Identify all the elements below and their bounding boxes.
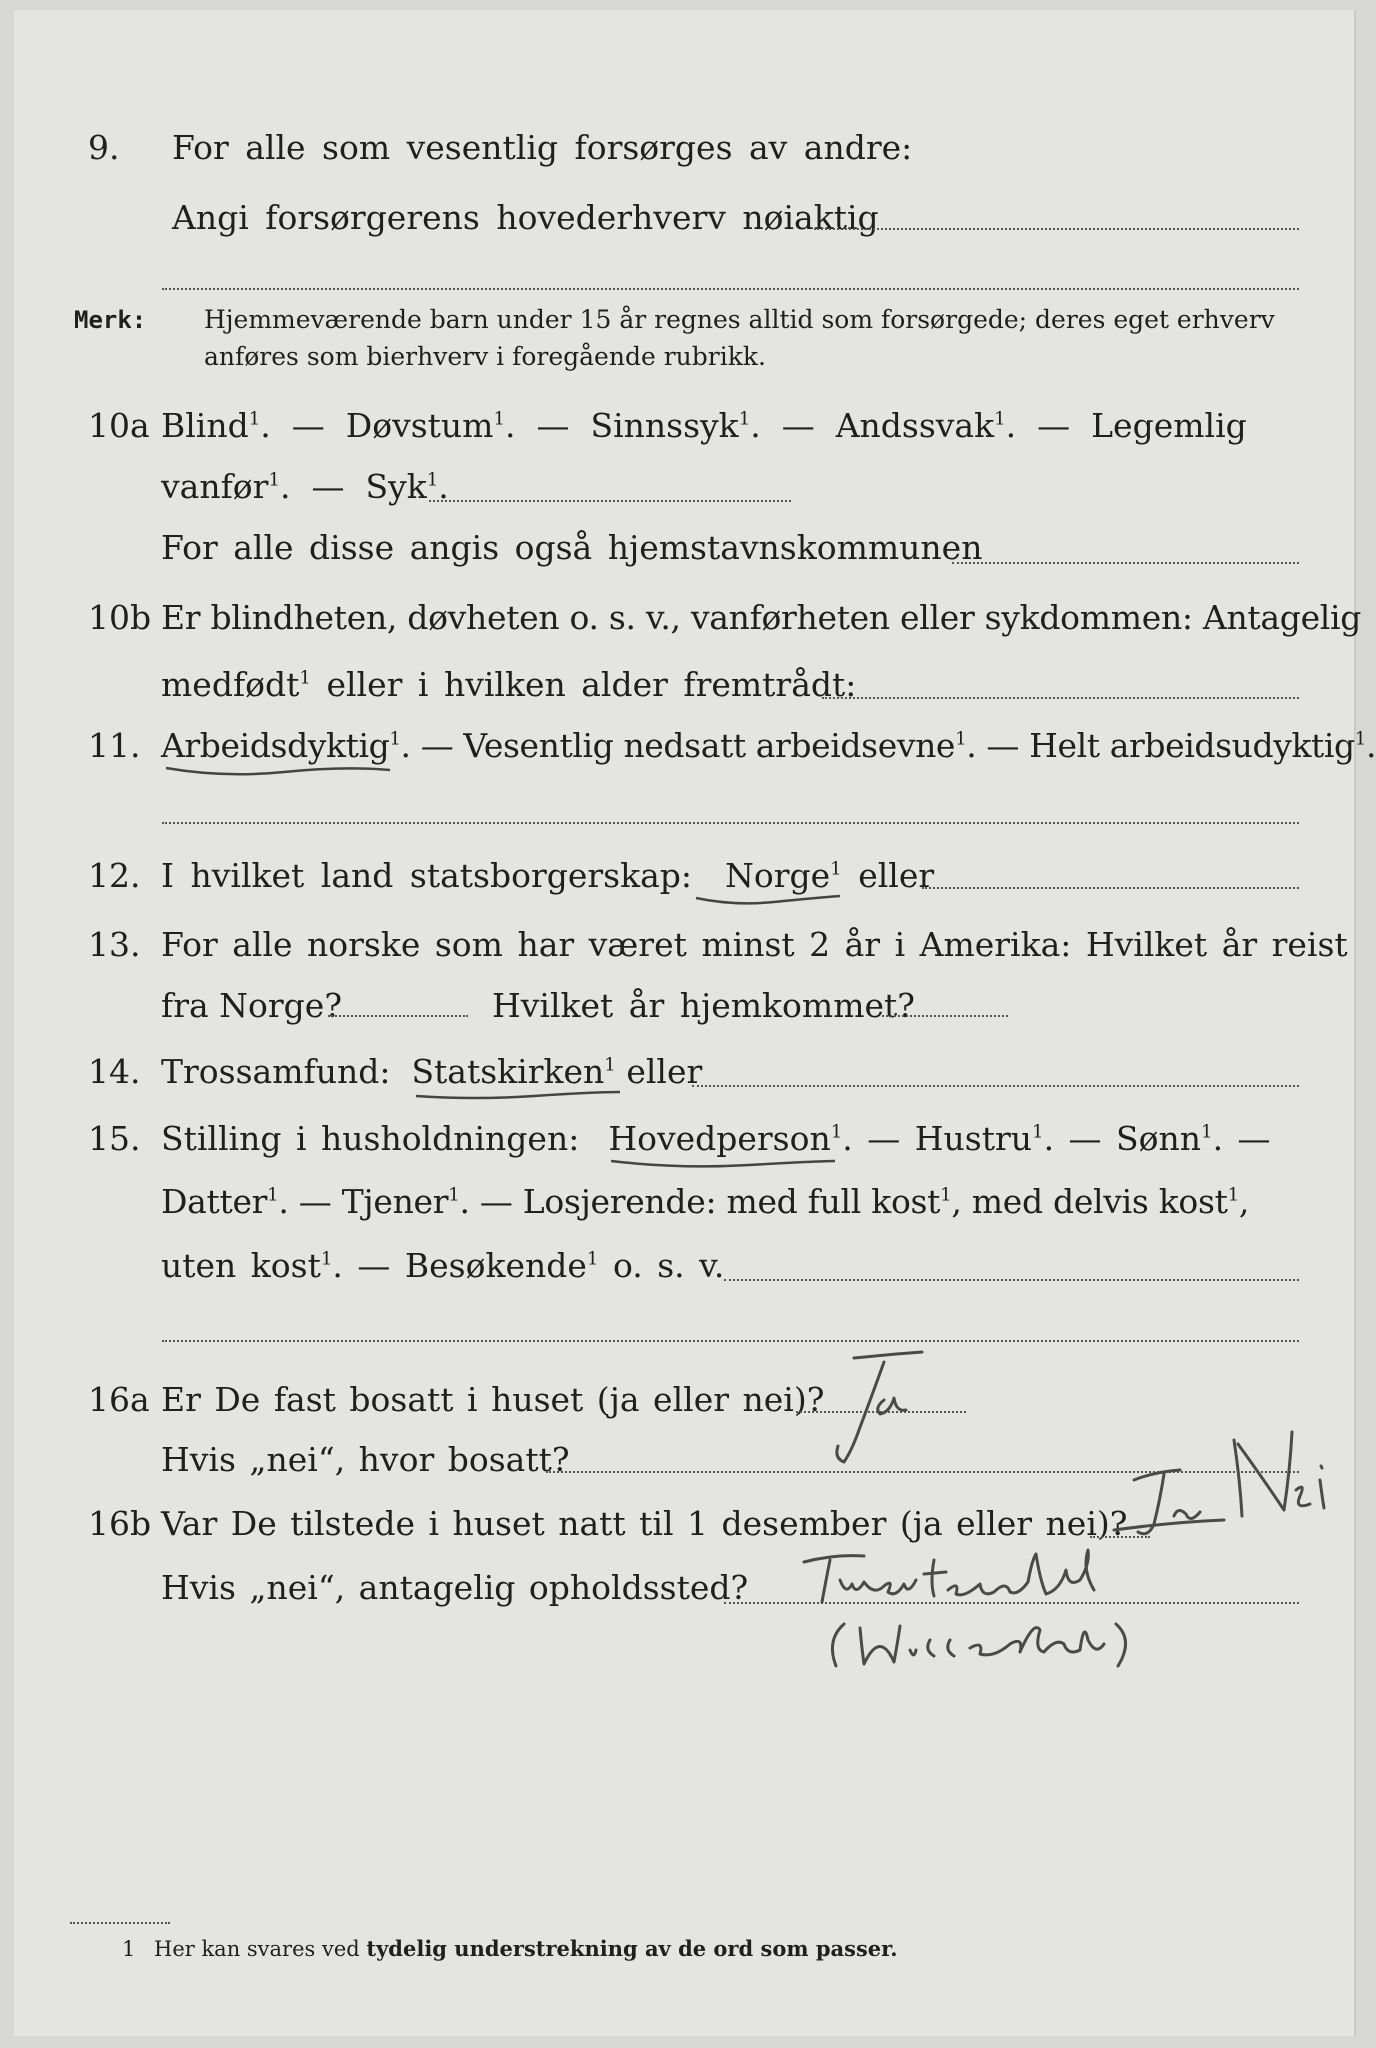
arbeidsdyktig-underline: [164, 760, 394, 780]
item-16a-question-1: Er De fast bosatt i huset (ja eller nei)?: [161, 1380, 825, 1419]
item-15-number: 15.: [88, 1119, 141, 1158]
option-delvis-kost[interactable]: , med delvis kost: [951, 1182, 1228, 1221]
item-9-answer-line[interactable]: [814, 228, 1299, 230]
norge-underline: [694, 890, 844, 908]
item-9-answer-line-2[interactable]: [162, 288, 1299, 290]
item-9-line-1: For alle som vesentlig forsørges av andre:: [172, 128, 913, 167]
option-syk[interactable]: Syk: [365, 467, 427, 506]
option-besokende[interactable]: . — Besøkende: [332, 1246, 587, 1285]
item-16b-handwritten-answer: [1114, 1420, 1334, 1550]
item-15-answer-line-2[interactable]: [162, 1340, 1299, 1342]
item-11-line: Arbeidsdyktig$^1$. — Vesentlig nedsatt arbeidsevne$^1$. — Helt arbeidsudyktig$^1$.: [161, 726, 1376, 765]
item-10b-number: 10b: [88, 598, 152, 637]
footnote-mark: 1: [122, 1937, 136, 1961]
option-andssvak[interactable]: Andssvak: [835, 406, 995, 445]
item-12-number: 12.: [88, 856, 141, 895]
item-10a-line-2: vanfør$^1$. — Syk$^1$.: [161, 467, 449, 506]
item-14-answer-line[interactable]: [692, 1085, 1299, 1087]
option-vesentlig-nedsatt[interactable]: . — Vesentlig nedsatt arbeidsevne: [400, 726, 956, 765]
option-datter[interactable]: Datter: [161, 1182, 268, 1221]
merk-label: Merk:: [74, 306, 147, 334]
option-norge[interactable]: Norge: [725, 856, 831, 895]
footnote-text: Her kan svares ved tydelig understrekning av de ord som passer.: [154, 1936, 898, 1961]
option-medfodt[interactable]: medfødt: [161, 665, 300, 704]
item-15-answer-line[interactable]: [724, 1279, 1299, 1281]
item-13-hjemkommet-line[interactable]: [882, 1015, 1008, 1017]
item-16b-number: 16b: [88, 1504, 152, 1543]
item-10a-line-3: For alle disse angis også hjemstavnskommunen: [161, 528, 983, 567]
statskirken-underline: [414, 1086, 624, 1104]
option-hovedperson[interactable]: Hovedperson: [608, 1119, 831, 1158]
option-vanfor[interactable]: vanfør: [161, 467, 269, 506]
item-13-number: 13.: [88, 925, 141, 964]
item-10a-number: 10a: [88, 406, 150, 445]
item-16b-question-2: Hvis „nei“, antagelig opholdssted?: [161, 1568, 749, 1607]
item-13-line-1: For alle norske som har været minst 2 år i Amerika: Hvilket år reist: [161, 925, 1348, 964]
item-11-number: 11.: [88, 726, 141, 765]
item-10b-line-2: medfødt$^1$ eller i hvilken alder fremtrådt:: [161, 665, 857, 704]
census-form-page: [14, 10, 1376, 2036]
item-15-line-2: Datter$^1$. — Tjener$^1$. — Losjerende: med full kost$^1$, med delvis kost$^1$,: [161, 1182, 1250, 1221]
option-sonn[interactable]: . — Sønn: [1043, 1119, 1202, 1158]
item-12-answer-line[interactable]: [922, 887, 1299, 889]
option-helt-arbeidsudyktig[interactable]: . — Helt arbeidsudyktig: [966, 726, 1355, 765]
footnote-rule: [70, 1922, 170, 1924]
option-hustru[interactable]: . — Hustru: [842, 1119, 1033, 1158]
option-uten-kost[interactable]: uten kost: [161, 1246, 321, 1285]
item-11-answer-line[interactable]: [162, 822, 1299, 824]
item-10a-line-1: Blind$^1$. — Døvstum$^1$. — Sinnssyk$^1$. — Andssvak$^1$. — Legemlig: [161, 406, 1247, 445]
item-10b-line-1: Er blindheten, døvheten o. s. v., vanførheten eller sykdommen: Antagelig: [161, 598, 1362, 637]
item-14-line: Trossamfund: Statskirken$^1$ eller: [161, 1052, 703, 1091]
option-statskirken[interactable]: Statskirken: [411, 1052, 605, 1091]
item-12-line: I hvilket land statsborgerskap: Norge$^1$ eller: [161, 856, 935, 895]
item-15-line-1: Stilling i husholdningen: Hovedperson$^1$. — Hustru$^1$. — Sønn$^1$. —: [161, 1119, 1271, 1158]
item-10a-hjemstavn-line[interactable]: [952, 562, 1299, 564]
option-arbeidsdyktig[interactable]: Arbeidsdyktig: [161, 726, 390, 765]
item-9-line-2: Angi forsørgerens hovederhverv nøiaktig: [172, 198, 879, 237]
item-10a-answer-line[interactable]: [429, 500, 791, 502]
item-13-fra-norge: fra Norge?: [161, 986, 343, 1025]
item-10b-answer-line[interactable]: [822, 697, 1299, 699]
item-13-hjemkommet: Hvilket år hjemkommet?: [492, 986, 915, 1025]
option-legemlig[interactable]: Legemlig: [1091, 406, 1247, 445]
option-losjerende[interactable]: . — Losjerende: med full kost: [459, 1182, 941, 1221]
item-16a-question-2: Hvis „nei“, hvor bosatt?: [161, 1440, 570, 1479]
merk-line-1: Hjemmeværende barn under 15 år regnes alltid som forsørgede; deres eget erhverv: [204, 305, 1275, 334]
item-16a-number: 16a: [88, 1380, 150, 1419]
hovedperson-underline: [609, 1153, 839, 1171]
option-tjener[interactable]: . — Tjener: [278, 1182, 449, 1221]
item-15-line-3: uten kost$^1$. — Besøkende$^1$ o. s. v.: [161, 1246, 725, 1285]
item-16b-question-1: Var De tilstede i huset natt til 1 desember (ja eller nei)?: [161, 1504, 1128, 1543]
item-9-number: 9.: [88, 128, 120, 167]
option-blind[interactable]: Blind: [161, 406, 249, 445]
item-16b-handwritten-place: [784, 1540, 1204, 1680]
option-sinnssyk[interactable]: Sinnssyk: [590, 406, 739, 445]
item-13-reist-line[interactable]: [328, 1015, 468, 1017]
merk-line-2: anføres som bierhverv i foregående rubrikk.: [204, 342, 766, 371]
item-14-number: 14.: [88, 1052, 141, 1091]
option-dovstum[interactable]: Døvstum: [345, 406, 494, 445]
item-16a-handwritten-answer: [814, 1350, 974, 1480]
